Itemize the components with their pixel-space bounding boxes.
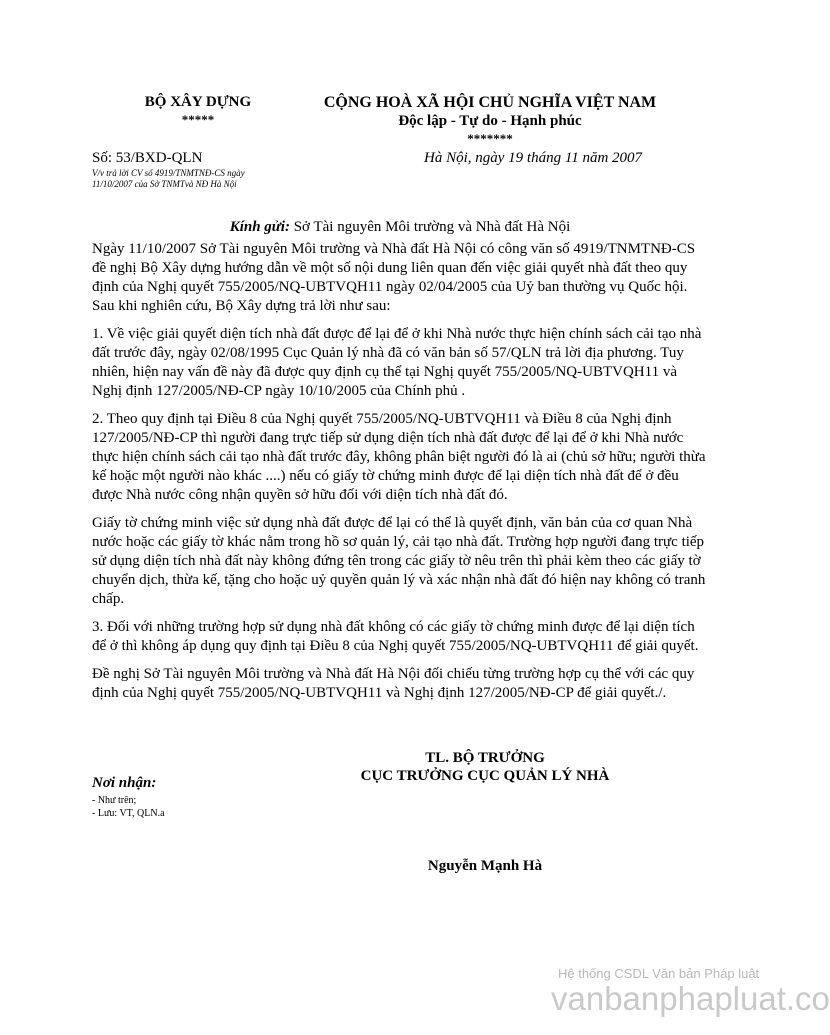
- signer-title-line: TL. BỘ TRƯỞNG: [425, 750, 545, 766]
- body-paragraph: Đề nghị Sở Tài nguyên Môi trường và Nhà đất Hà Nội đối chiếu từng trường hợp cụ thể với các quy định của Nghị quyết 755/2005/NQ-UBTVQH11 và Nghị định 127/2005/NĐ-CP để giải quyết./.: [92, 666, 695, 701]
- signer-title: [350, 749, 620, 785]
- subject-line: V/v trả lời CV số 4919/TNMTNĐ-CS ngày: [92, 168, 245, 178]
- signer-name: Nguyễn Mạnh Hà: [427, 858, 543, 874]
- addressee: [92, 219, 708, 236]
- issue-date: Hà Nội, ngày 19 tháng 11 năm 2007: [424, 150, 643, 166]
- body-paragraph: Giấy tờ chứng minh việc sử dụng nhà đất được để lại có thể là quyết định, văn bản của cơ quan Nhà nước hoặc các giấy tờ khác nằm trong hồ sơ quản lý, cải tạo nhà đất. Trường hợp người đang trực tiếp sử dụng diện tích nhà đất này không đứng tên trong các giấy tờ nêu trên thì phải kèm theo các giấy tờ chuyển dịch, thừa kế, tặng cho hoặc uỷ quyền quản lý và xác nhận nhà đất đó hiện nay không có tranh chấp.: [92, 515, 706, 607]
- body-paragraph: 3. Đối với những trường hợp sử dụng nhà đất không có các giấy tờ chứng minh được để lại diện tích để ở thì không áp dụng quy định tại Điều 8 của Nghị quyết 755/2005/NQ-UBTVQH11 để giải quyết.: [92, 619, 699, 654]
- document-number: Số: 53/BXD-QLN: [92, 150, 203, 166]
- country-name: CỘNG HOÀ XÃ HỘI CHỦ NGHĨA VIỆT NAM: [323, 94, 657, 111]
- agency-divider-stars: *****: [181, 112, 215, 127]
- signer-title-line: CỤC TRƯỞNG CỤC QUẢN LÝ NHÀ: [360, 768, 610, 784]
- recipients-label: Nơi nhận:: [92, 775, 157, 791]
- addressee-name: Sở Tài nguyên Môi trường và Nhà đất Hà Nội: [289, 219, 571, 235]
- national-motto: Độc lập - Tự do - Hạnh phúc: [398, 113, 582, 129]
- watermark-tagline: Hệ thống CSDL Văn bản Pháp luật: [558, 966, 760, 981]
- issuing-agency: BỘ XÂY DỰNG: [144, 94, 252, 110]
- body-paragraph: Ngày 11/10/2007 Sở Tài nguyên Môi trường và Nhà đất Hà Nội có công văn số 4919/TNMTNĐ-CS đề nghị Bộ Xây dựng hướng dẫn về một số nội dung liên quan đến việc giải quyết nhà đất theo quy định của Nghị quyết 755/2005/NQ-UBTVQH11 ngày 02/04/2005 của Uỷ ban thường vụ Quốc hội. Sau khi nghiên cứu, Bộ Xây dựng trả lời như sau:: [92, 241, 696, 314]
- addressee-label: Kính gửi:: [229, 219, 290, 235]
- body-paragraph: 2. Theo quy định tại Điều 8 của Nghị quyết 755/2005/NQ-UBTVQH11 và Điều 8 của Nghị định 127/2005/NĐ-CP thì người đang trực tiếp sử dụng diện tích nhà đất được để lại để ở khi Nhà nước thực hiện chính sách cải tạo nhà đất trước đây, không phân biệt người đó là ai (chủ sở hữu; người thừa kế hoặc một người nào khác ....) nếu có giấy tờ chứng minh được để lại diện tích nhà đất để ở đều được Nhà nước công nhận quyền sở hữu đối với diện tích nhà đất đó.: [92, 411, 706, 503]
- recipient-item: - Như trên;: [92, 795, 137, 806]
- recipient-item: - Lưu: VT, QLN.a: [92, 808, 165, 819]
- subject-line: 11/10/2007 của Sở TNMTvà NĐ Hà Nội: [92, 179, 237, 189]
- watermark-site: vanbanphapluat.co: [551, 980, 830, 1017]
- letter-body: [92, 240, 708, 712]
- body-paragraph: 1. Về việc giải quyết diện tích nhà đất được để lại để ở khi Nhà nước thực hiện chính sách cải tạo nhà đất trước đây, ngày 02/08/1995 Cục Quản lý nhà đã có văn bản số 57/QLN trả lời địa phương. Tuy nhiên, hiện nay vấn đề này đã được quy định cụ thể tại Nghị quyết 755/2005/NQ-UBTVQH11 và Nghị định 127/2005/NĐ-CP ngày 10/10/2005 của Chính phủ .: [92, 326, 702, 399]
- document-subject: [92, 168, 292, 190]
- motto-divider-stars: *******: [467, 131, 513, 146]
- recipients-list: [92, 794, 165, 820]
